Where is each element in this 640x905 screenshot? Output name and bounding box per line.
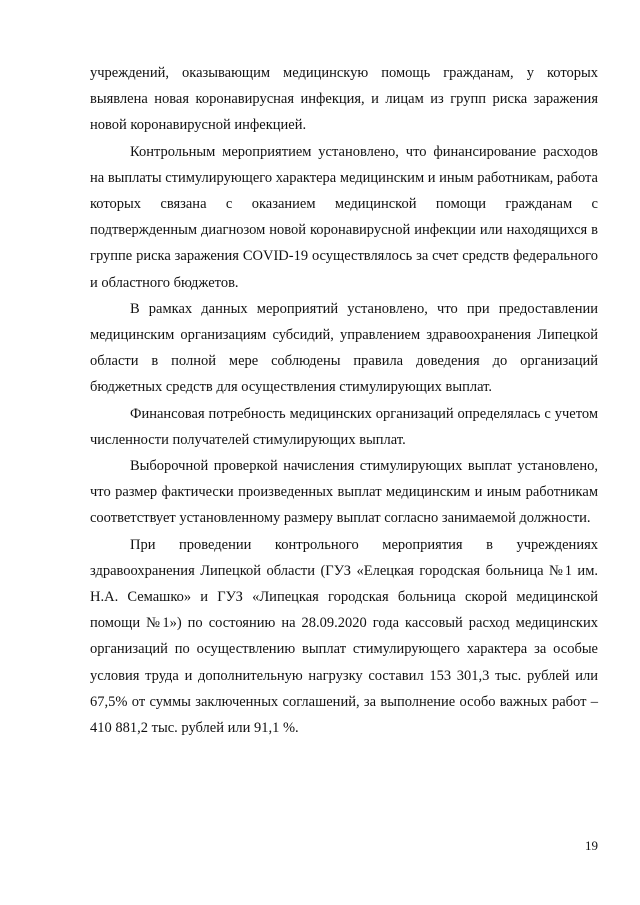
paragraph-financial-need: Финансовая потребность медицинских организаций определялась с учетом численности получателей стимулирующих выплат. (90, 405, 598, 448)
page-number: 19 (585, 838, 598, 853)
paragraph-funding: Контрольным мероприятием установлено, что финансирование расходов на выплаты стимулирующего характера медицинским и иным работникам, работа которых связана с оказанием медицинской помощи гражданам с подтвержденным диагнозом новой коронавирусной инфекции или находящихся в группе риска заражения COVID-19 осуществлялось за счет средств федерального и областного бюджетов. (90, 143, 598, 291)
paragraph-control-results: При проведении контрольного мероприятия в учреждениях здравоохранения Липецкой области (ГУЗ «Елецкая городская больница №1 им. Н.А. Семашко» и ГУЗ «Липецкая городская больница скорой медицинской помощи №1») по состоянию на 28.09.2020 года кассовый расход медицинских организаций по осуществлению выплат стимулирующего характера за особые условия труда и дополнительную нагрузку составил 153 301,3 тыс. рублей или 67,5% от суммы заключенных соглашений, за выполнение особо важных работ – 410 881,2 тыс. рублей или 91,1 %. (90, 536, 598, 737)
paragraph-subsidies: В рамках данных мероприятий установлено, что при предоставлении медицинским организациям субсидий, управлением здравоохранения Липецкой области в полной мере соблюдены правила доведения до организаций бюджетных средств для осуществления стимулирующих выплат. (90, 300, 598, 396)
body-text (90, 60, 598, 741)
paragraph-sample-check: Выборочной проверкой начисления стимулирующих выплат установлено, что размер фактически произведенных выплат медицинским и иным работникам соответствует установленному размеру выплат согласно занимаемой должности. (90, 458, 598, 527)
paragraph-continuation: учреждений, оказывающим медицинскую помощь гражданам, у которых выявлена новая коронавирусная инфекция, и лицам из групп риска заражения новой коронавирусной инфекцией. (90, 65, 598, 134)
